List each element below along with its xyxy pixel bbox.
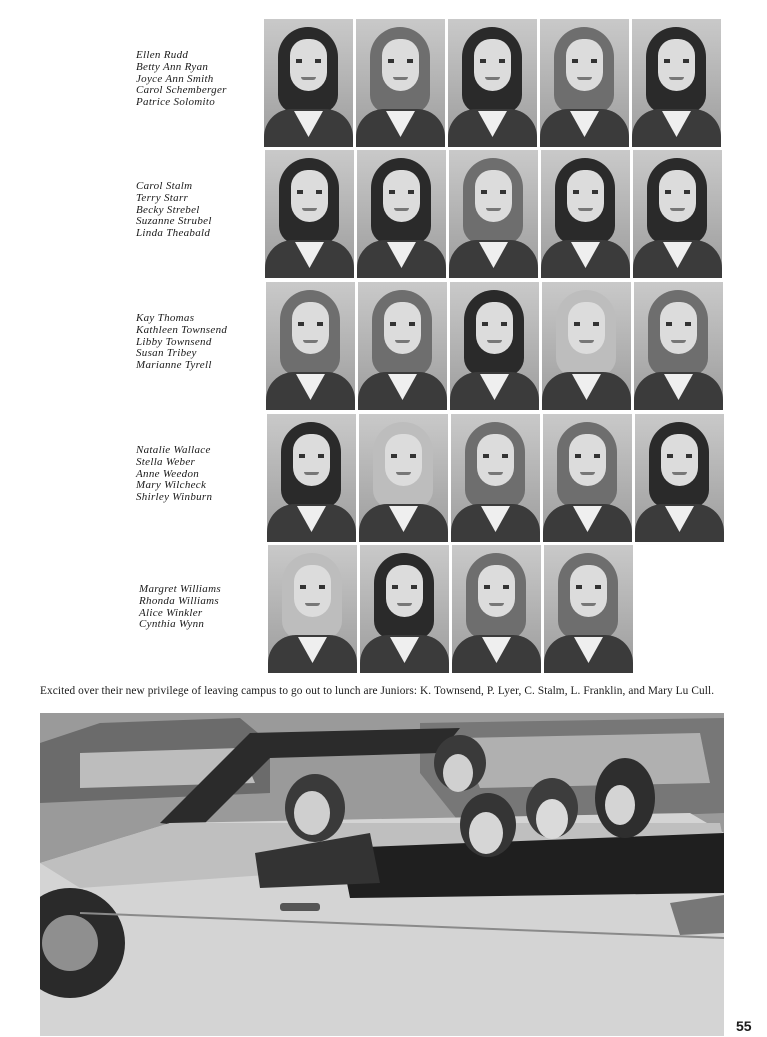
portrait-photo <box>542 282 631 410</box>
portrait-photo <box>449 150 538 278</box>
portrait-photo <box>452 545 541 673</box>
portrait-photo <box>544 545 633 673</box>
portrait-photo <box>360 545 449 673</box>
student-name: Margret Williams <box>139 583 221 595</box>
portrait-photo <box>358 282 447 410</box>
name-block-2 <box>136 181 212 240</box>
portrait-photo <box>268 545 357 673</box>
student-name: Mary Wilcheck <box>136 479 207 492</box>
portrait-photo <box>634 282 723 410</box>
portrait-photo <box>265 150 354 278</box>
name-block-4 <box>136 445 212 504</box>
student-name: Shirley Winburn <box>136 491 213 504</box>
student-name: Joyce Ann Smith <box>136 72 214 85</box>
student-name: Carol Schemberger <box>136 84 227 97</box>
student-name: Betty Ann Ryan <box>136 60 209 73</box>
student-name: Terry Starr <box>136 191 189 204</box>
portrait-photo <box>359 414 448 542</box>
student-name: Carol Stalm <box>136 180 193 192</box>
student-name: Becky Strebel <box>136 203 200 216</box>
convertible-group-photo <box>40 713 724 1036</box>
convertible-illustration <box>40 713 724 1036</box>
name-block-1 <box>136 50 227 109</box>
student-name: Anne Weedon <box>136 467 200 480</box>
portrait-photo <box>448 19 537 147</box>
student-name: Stella Weber <box>136 455 196 468</box>
student-name: Libby Townsend <box>136 335 212 348</box>
student-name: Linda Theabald <box>136 227 211 240</box>
portrait-photo <box>267 414 356 542</box>
portrait-photo <box>451 414 540 542</box>
portrait-photo <box>543 414 632 542</box>
student-name: Ellen Rudd <box>136 49 189 61</box>
student-name: Rhonda Williams <box>139 594 219 607</box>
photo-caption: Excited over their new privilege of leaving campus to go out to lunch are Juniors: K. Townsend, P. Lyer, C. Stalm, L. Franklin, and Mary Lu Cull. <box>40 685 715 697</box>
student-name: Alice Winkler <box>139 606 203 619</box>
student-name: Suzanne Strubel <box>136 215 212 228</box>
portrait-photo <box>540 19 629 147</box>
portrait-photo <box>635 414 724 542</box>
portrait-photo <box>541 150 630 278</box>
name-block-5 <box>139 584 221 631</box>
portrait-photo <box>450 282 539 410</box>
portrait-photo <box>357 150 446 278</box>
student-name: Cynthia Wynn <box>139 618 205 631</box>
student-name: Marianne Tyrell <box>136 359 212 372</box>
portrait-photo <box>633 150 722 278</box>
name-block-3 <box>136 313 227 372</box>
student-name: Patrice Solomito <box>136 96 216 109</box>
page-number: 55 <box>736 1018 752 1034</box>
portrait-photo <box>266 282 355 410</box>
student-name: Kay Thomas <box>136 312 195 324</box>
student-name: Susan Tribey <box>136 347 197 360</box>
student-name: Natalie Wallace <box>136 444 211 456</box>
student-name: Kathleen Townsend <box>136 323 228 336</box>
portrait-photo <box>632 19 721 147</box>
portrait-photo <box>356 19 445 147</box>
portrait-photo <box>264 19 353 147</box>
